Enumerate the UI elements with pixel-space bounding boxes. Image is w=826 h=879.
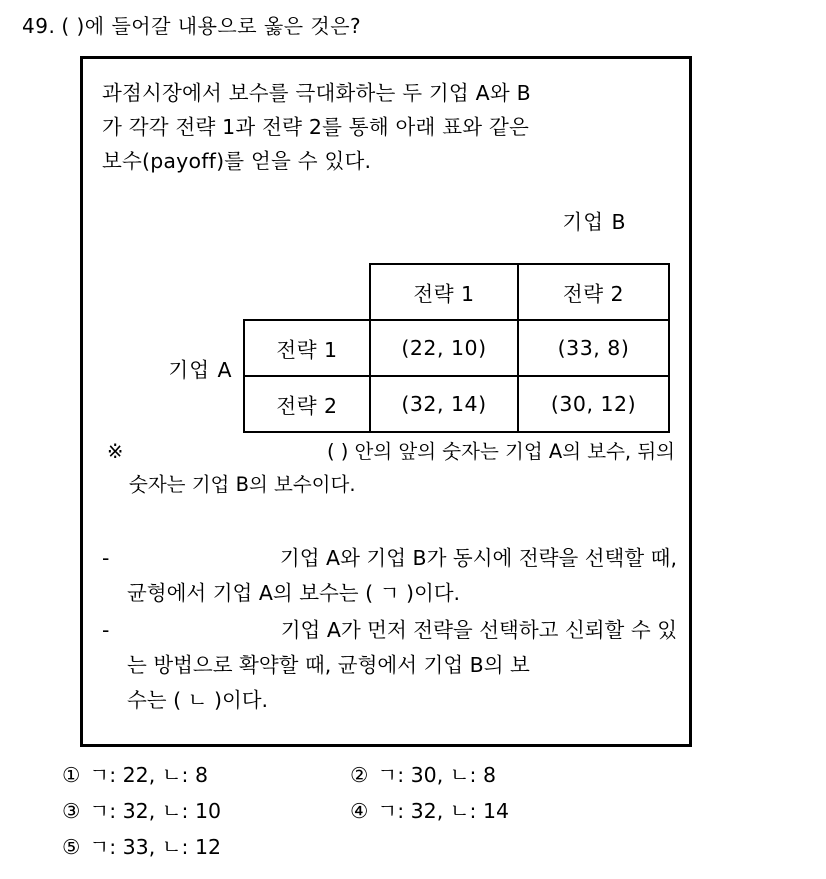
column-player-label: 기업 B — [562, 210, 627, 234]
question-header — [22, 12, 361, 40]
question-prompt: ( )에 들어갈 내용으로 옳은 것은? — [61, 14, 362, 38]
table-row — [244, 376, 669, 432]
bullet-1-line-1 — [102, 541, 677, 576]
choice-text-1: ㄱ: 22, ㄴ: 8 — [89, 763, 209, 787]
footnote-line-1 — [107, 435, 675, 468]
payoff-cell-r2c1: (32, 14) — [370, 376, 518, 432]
choice-option-1[interactable] — [62, 757, 208, 793]
intro-line-3: 보수(payoff)를 얻을 수 있다. — [102, 149, 372, 173]
choice-marker-5: ⑤ — [62, 835, 81, 859]
footnote-line-1-text: ( ) 안의 앞의 숫자는 기업 A의 보수, 뒤의 — [326, 440, 675, 463]
choice-text-4: ㄱ: 32, ㄴ: 14 — [377, 799, 510, 823]
choice-text-3: ㄱ: 32, ㄴ: 10 — [89, 799, 222, 823]
payoff-cell-r2c2: (30, 12) — [518, 376, 669, 432]
choice-marker-4: ④ — [350, 799, 369, 823]
table-row — [244, 320, 669, 376]
payoff-table — [243, 263, 670, 433]
choice-row-3 — [0, 829, 826, 865]
footnote-marker: ※ — [107, 440, 124, 463]
choice-row-2 — [0, 793, 826, 829]
choice-marker-2: ② — [350, 763, 369, 787]
intro-line-2-text: 가 각각 전략 1과 전략 2를 통해 아래 표와 같은 — [102, 115, 529, 139]
payoff-cell-r1c2: (33, 8) — [518, 320, 669, 376]
choice-text-2: ㄱ: 30, ㄴ: 8 — [377, 763, 497, 787]
payoff-matrix-area — [83, 205, 689, 433]
list-item — [102, 541, 677, 611]
answer-choices — [0, 757, 826, 865]
footnote-line-2: 숫자는 기업 B의 보수이다. — [129, 473, 356, 496]
stimulus-box — [80, 56, 692, 747]
matrix-footnote — [107, 435, 675, 501]
row-player-label: 기업 A — [168, 358, 233, 382]
intro-line-1-text: 과점시장에서 보수를 극대화하는 두 기업 A와 B — [102, 81, 531, 105]
bullet-2-line-3: 수는 ( ㄴ )이다. — [127, 688, 269, 712]
column-header-2: 전략 2 — [518, 264, 669, 320]
bullet-list — [102, 541, 677, 720]
choice-option-2[interactable] — [350, 757, 496, 793]
bullet-1-line-1-text: 기업 A와 기업 B가 동시에 전략을 선택할 때, — [279, 546, 677, 570]
choice-text-5: ㄱ: 33, ㄴ: 12 — [89, 835, 222, 859]
choice-marker-1: ① — [62, 763, 81, 787]
row-header-1: 전략 1 — [244, 320, 370, 376]
choice-option-4[interactable] — [350, 793, 509, 829]
bullet-dash-icon: - — [102, 618, 110, 642]
bullet-dash-icon: - — [102, 546, 110, 570]
row-header-2: 전략 2 — [244, 376, 370, 432]
bullet-2-line-1-text: 기업 A가 먼저 전략을 선택하고 신뢰할 수 있 — [280, 618, 677, 642]
choice-marker-3: ③ — [62, 799, 81, 823]
choice-row-1 — [0, 757, 826, 793]
bullet-1-line-2: 균형에서 기업 A의 보수는 ( ㄱ )이다. — [127, 581, 461, 605]
payoff-cell-r1c1: (22, 10) — [370, 320, 518, 376]
intro-paragraph — [102, 76, 672, 178]
table-header-row — [244, 264, 669, 320]
intro-line-1 — [102, 76, 672, 110]
question-number: 49. — [22, 14, 56, 38]
list-item — [102, 613, 677, 718]
bullet-2-line-2 — [102, 648, 677, 683]
bullet-2-line-1 — [102, 613, 677, 648]
intro-line-2 — [102, 110, 672, 144]
choice-option-3[interactable] — [62, 793, 221, 829]
matrix-corner-cell — [244, 264, 370, 320]
column-header-1: 전략 1 — [370, 264, 518, 320]
choice-option-5[interactable] — [62, 829, 221, 865]
bullet-2-line-2-text: 는 방법으로 확약할 때, 균형에서 기업 B의 보 — [127, 653, 530, 677]
